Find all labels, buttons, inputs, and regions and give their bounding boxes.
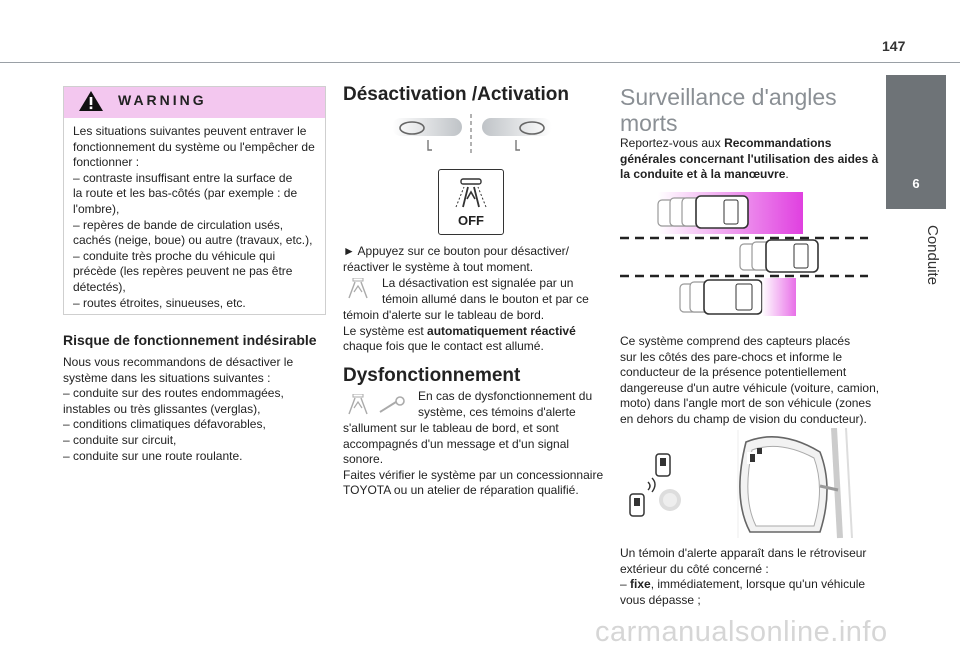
- risk-line: Nous vous recommandons de désactiver le: [63, 355, 294, 369]
- lane-indicator-icon: [344, 278, 372, 300]
- risk-heading: Risque de fonctionnement indésirable: [63, 332, 317, 348]
- malfunction-line: Faites vérifier le système par un concessionnaire: [343, 467, 604, 482]
- off-label: OFF: [458, 213, 484, 228]
- intro-line: [620, 167, 878, 183]
- mirror-line: vous dépasse ;: [620, 592, 701, 607]
- activation-line: témoin d'alerte sur le tableau de bord.: [343, 308, 545, 322]
- mirror-text: [620, 546, 866, 608]
- blind-spot-description: [620, 334, 879, 428]
- mirror-line: – fixe, immédiatement, lorsque qu'un véhicule: [620, 577, 866, 592]
- description-line: dangereuse d'un autre véhicule (voiture, camion,: [620, 380, 880, 395]
- activation-line: ► Appuyez sur ce bouton pour désactiver/: [343, 244, 570, 258]
- mirror-line: extérieur du côté concerné :: [620, 561, 769, 576]
- header-divider: [0, 62, 960, 63]
- warning-title: WARNING: [118, 92, 207, 108]
- risk-line: – conditions climatiques défavorables,: [63, 417, 266, 432]
- chapter-number: 6: [912, 176, 920, 191]
- description-line: conducteur de la présence potentiellement: [620, 365, 847, 380]
- warning-text: [73, 124, 315, 311]
- description-line: en dehors du champ de vision du conducteur).: [620, 411, 867, 426]
- risk-line: – conduite sur des routes endommagées,: [63, 386, 284, 401]
- blind-spot-heading: [620, 84, 837, 136]
- blind-spot-heading-line: Surveillance d'angles: [620, 84, 837, 110]
- warning-line: Les situations suivantes peuvent entraver le: [73, 124, 307, 138]
- intro-line: [620, 136, 878, 152]
- malfunction-line: s'allument sur le tableau de bord, et sont: [343, 421, 559, 435]
- activation-line: [343, 324, 576, 340]
- intro-prefix: Reportez-vous aux: [620, 136, 725, 150]
- malfunction-line: TOYOTA ou un atelier de réparation qualifié.: [343, 483, 579, 498]
- mirror-line: Un témoin d'alerte apparaît dans le rétroviseur: [620, 546, 867, 560]
- indicator-text: [382, 276, 589, 307]
- activation-text: [343, 244, 569, 275]
- risk-line: système dans les situations suivantes :: [63, 370, 271, 385]
- risk-line: – conduite sur une route roulante.: [63, 448, 243, 463]
- risk-line: – conduite sur circuit,: [63, 432, 177, 447]
- intro-bold: la conduite et à la manœuvre: [620, 167, 786, 182]
- fixed-rest: , immédiatement, lorsque qu'un véhicule: [650, 577, 866, 592]
- page-number: 147: [882, 38, 906, 54]
- auto-bold: automatiquement réactivé: [427, 323, 576, 338]
- warning-line: – repères de bande de circulation usés,: [73, 217, 284, 232]
- intro-bold: Recommandations: [724, 136, 832, 150]
- blind-spot-heading-line: morts: [620, 110, 678, 136]
- blind-spot-intro: [620, 136, 878, 183]
- description-line: sur les côtés des pare-chocs et informe le: [620, 349, 843, 364]
- malfunction-text: [343, 421, 603, 499]
- warning-line: détectés),: [73, 279, 126, 294]
- warning-line: précède (les repères peuvent ne pas être: [73, 264, 293, 279]
- risk-line: instables ou très glissantes (verglas),: [63, 401, 261, 416]
- intro-line: [620, 152, 878, 168]
- intro-bold: générales concernant l'utilisation des aides à: [620, 151, 879, 166]
- watermark: carmanualsonline.info: [595, 616, 888, 648]
- lane-departure-illustration: [390, 112, 560, 158]
- wrench-icon: [378, 396, 408, 414]
- warning-triangle-icon: [78, 90, 104, 112]
- activation-heading: Désactivation /Activation: [343, 84, 569, 105]
- warning-line: l'ombre),: [73, 201, 120, 216]
- lane-warning-icon: [344, 394, 372, 416]
- warning-line: – routes étroites, sinueuses, etc.: [73, 295, 246, 310]
- indicator-line: témoin allumé dans le bouton et par ce: [382, 291, 589, 306]
- malfunction-line: système, ces témoins d'alerte: [418, 404, 576, 419]
- warning-line: la route et les bas-côtés (par exemple : de: [73, 186, 298, 201]
- chapter-label: Conduite: [924, 225, 941, 286]
- warning-line: – conduite très proche du véhicule qui: [73, 248, 276, 263]
- indicator-line: La désactivation est signalée par un: [382, 276, 574, 290]
- intro-suffix: .: [785, 167, 789, 182]
- warning-line: fonctionner :: [73, 155, 140, 170]
- activation-text-2: [343, 308, 576, 355]
- malfunction-line: En cas de dysfonctionnement du: [418, 389, 593, 403]
- lane-assist-icon: [450, 177, 492, 211]
- mirror-illustration: [620, 428, 860, 540]
- malfunction-heading: Dysfonctionnement: [343, 365, 521, 386]
- warning-line: cachés (neige, boue) ou autre (travaux, etc.),: [73, 233, 313, 248]
- malfunction-line: accompagnés d'un message et d'un signal: [343, 436, 570, 451]
- activation-line: réactiver le système à tout moment.: [343, 259, 534, 274]
- auto-prefix: Le système est: [343, 323, 428, 338]
- malfunction-line: sonore.: [343, 452, 384, 467]
- warning-line: – contraste insuffisant entre la surface de: [73, 170, 293, 185]
- activation-line: chaque fois que le contact est allumé.: [343, 339, 544, 354]
- warning-line: fonctionnement du système ou l'empêcher de: [73, 139, 315, 154]
- fixed-bold: fixe: [630, 577, 651, 592]
- blind-spot-illustration: [618, 190, 870, 320]
- description-line: moto) dans l'angle mort de son véhicule (zones: [620, 396, 872, 411]
- risk-text: [63, 355, 293, 464]
- description-line: Ce système comprend des capteurs placés: [620, 334, 851, 348]
- malfunction-indicator-text: [418, 389, 592, 420]
